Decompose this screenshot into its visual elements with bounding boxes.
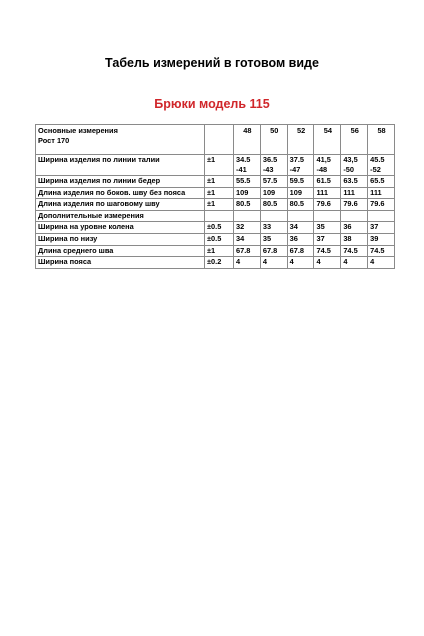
header-size-cell: 48 xyxy=(234,125,261,155)
value-line: 57.5 xyxy=(262,176,278,185)
value-line: 109 xyxy=(236,187,249,197)
value-line: 80.5 xyxy=(262,199,278,209)
value-line: 55.5 xyxy=(236,176,251,185)
value-cell xyxy=(341,233,368,245)
value-cell xyxy=(260,199,287,211)
value-line: 37 xyxy=(316,233,325,243)
measurement-name-cell: Ширина изделия по линии бедер xyxy=(36,176,205,188)
table-row xyxy=(36,222,395,234)
value-line: -48 xyxy=(316,164,328,174)
value-line: -41 xyxy=(236,164,247,174)
value-cell xyxy=(368,176,395,188)
value-cell xyxy=(234,187,261,199)
table-row xyxy=(36,199,395,211)
value-cell xyxy=(368,245,395,257)
header-size-cell: 58 xyxy=(368,125,395,155)
value-cell xyxy=(341,210,368,222)
value-cell xyxy=(368,199,395,211)
value-cell xyxy=(287,176,314,188)
value-line: 38 xyxy=(343,233,352,243)
header-label-cell xyxy=(36,125,205,155)
value-line: 45.5 xyxy=(370,155,385,164)
measurement-name-cell: Ширина по низу xyxy=(36,233,205,245)
value-cell xyxy=(287,199,314,211)
header-size-cell: 50 xyxy=(260,125,287,155)
value-cell xyxy=(368,233,395,245)
table-body xyxy=(36,125,395,269)
value-line: 36 xyxy=(343,222,352,232)
measurement-name-cell: Дополнительные измерения xyxy=(36,210,205,222)
tolerance-cell: ±1 xyxy=(205,199,234,211)
value-cell xyxy=(368,187,395,199)
value-cell xyxy=(287,222,314,234)
value-cell xyxy=(260,233,287,245)
value-line: -50 xyxy=(343,164,354,174)
value-cell xyxy=(234,222,261,234)
table-row xyxy=(36,257,395,269)
measurement-name-cell: Ширина изделия по линии талии xyxy=(36,155,205,176)
tolerance-cell: ±1 xyxy=(205,176,234,188)
value-line: 63.5 xyxy=(343,176,358,185)
table-row xyxy=(36,187,395,199)
value-line: 34.5 xyxy=(236,155,251,164)
header-label-main: Основные измерения xyxy=(38,126,118,135)
value-line: 36 xyxy=(289,233,298,243)
value-cell xyxy=(260,155,287,176)
table-row xyxy=(36,210,395,222)
page-title: Табель измерений в готовом виде xyxy=(105,56,319,70)
measurement-name-cell: Длина среднего шва xyxy=(36,245,205,257)
value-line: 4 xyxy=(343,257,348,267)
value-line: 4 xyxy=(316,257,321,267)
value-cell xyxy=(260,210,287,222)
header-tolerance-cell xyxy=(205,125,234,155)
value-line: 79.6 xyxy=(370,199,385,209)
value-cell xyxy=(314,199,341,211)
value-cell xyxy=(368,222,395,234)
value-cell xyxy=(314,233,341,245)
tolerance-cell: ±0.2 xyxy=(205,257,234,269)
value-cell xyxy=(341,176,368,188)
value-line: 4 xyxy=(289,257,294,267)
measurement-name-cell: Ширина на уровне колена xyxy=(36,222,205,234)
value-cell xyxy=(341,155,368,176)
value-cell xyxy=(260,245,287,257)
tolerance-cell: ±1 xyxy=(205,155,234,176)
value-cell xyxy=(287,245,314,257)
value-cell xyxy=(234,155,261,176)
value-cell xyxy=(368,155,395,176)
value-line: -47 xyxy=(289,164,301,174)
header-size-cell: 56 xyxy=(341,125,368,155)
value-line: 67.8 xyxy=(236,245,251,255)
value-line: 39 xyxy=(370,233,379,243)
header-size-cell: 52 xyxy=(287,125,314,155)
value-line: 109 xyxy=(289,187,302,197)
value-cell xyxy=(368,257,395,269)
value-cell xyxy=(234,257,261,269)
table-row xyxy=(36,233,395,245)
value-line: 74.5 xyxy=(370,245,385,255)
value-line: 109 xyxy=(262,187,276,197)
value-cell xyxy=(368,210,395,222)
tolerance-cell: ±1 xyxy=(205,245,234,257)
header-label-height: Рост 170 xyxy=(38,135,70,145)
header-size-cell: 54 xyxy=(314,125,341,155)
value-line: 4 xyxy=(370,257,375,267)
value-line: 35 xyxy=(316,222,325,232)
value-cell xyxy=(314,155,341,176)
value-line: 32 xyxy=(236,222,245,232)
value-line: 111 xyxy=(316,187,328,197)
value-cell xyxy=(341,257,368,269)
value-cell xyxy=(287,257,314,269)
value-cell xyxy=(234,245,261,257)
table-row xyxy=(36,245,395,257)
value-cell xyxy=(341,187,368,199)
value-cell xyxy=(314,245,341,257)
value-cell xyxy=(287,187,314,199)
value-cell xyxy=(314,257,341,269)
value-line: 59.5 xyxy=(289,176,305,185)
value-cell xyxy=(260,187,287,199)
measurement-name-cell: Длина изделия по боков. шву без пояса xyxy=(36,187,205,199)
value-cell xyxy=(341,199,368,211)
value-cell xyxy=(234,199,261,211)
value-line: 4 xyxy=(262,257,267,267)
value-cell xyxy=(260,222,287,234)
value-line: 67.8 xyxy=(262,245,278,255)
value-line: 80.5 xyxy=(236,199,251,209)
value-line: 37 xyxy=(370,222,379,232)
measurement-name-cell: Длина изделия по шаговому шву xyxy=(36,199,205,211)
measurement-name-cell: Ширина пояса xyxy=(36,257,205,269)
value-cell xyxy=(314,176,341,188)
tolerance-cell: ±1 xyxy=(205,187,234,199)
table-row xyxy=(36,176,395,188)
value-line: 4 xyxy=(236,257,241,267)
value-cell xyxy=(341,245,368,257)
value-line: 74.5 xyxy=(343,245,358,255)
value-line: 67.8 xyxy=(289,245,305,255)
value-line: 61.5 xyxy=(316,176,331,185)
value-line: 36.5 xyxy=(262,155,278,164)
value-line: 37.5 xyxy=(289,155,305,164)
value-cell xyxy=(287,233,314,245)
value-line: 79.6 xyxy=(316,199,331,209)
value-cell xyxy=(234,176,261,188)
value-cell xyxy=(314,210,341,222)
value-line: -52 xyxy=(370,164,381,174)
value-line: 41,5 xyxy=(316,155,331,164)
value-cell xyxy=(287,155,314,176)
table-row xyxy=(36,155,395,176)
value-line: 79.6 xyxy=(343,199,358,209)
value-line: 111 xyxy=(370,187,382,197)
value-line: -43 xyxy=(262,164,274,174)
table-header-row xyxy=(36,125,395,155)
value-cell xyxy=(234,210,261,222)
value-line: 33 xyxy=(262,222,272,232)
model-title: Брюки модель 115 xyxy=(154,97,270,111)
value-line: 111 xyxy=(343,187,355,197)
tolerance-cell xyxy=(205,210,234,222)
value-line: 65.5 xyxy=(370,176,385,185)
tolerance-cell: ±0.5 xyxy=(205,222,234,234)
tolerance-cell: ±0.5 xyxy=(205,233,234,245)
value-cell xyxy=(314,187,341,199)
value-line: 80.5 xyxy=(289,199,305,209)
value-line: 34 xyxy=(289,222,298,232)
measurements-table xyxy=(35,124,395,269)
value-cell xyxy=(287,210,314,222)
value-line: 43,5 xyxy=(343,155,358,164)
value-cell xyxy=(314,222,341,234)
value-cell xyxy=(234,233,261,245)
value-line: 35 xyxy=(262,233,272,243)
value-cell xyxy=(341,222,368,234)
value-line: 74.5 xyxy=(316,245,331,255)
value-cell xyxy=(260,176,287,188)
value-cell xyxy=(260,257,287,269)
value-line: 34 xyxy=(236,233,245,243)
